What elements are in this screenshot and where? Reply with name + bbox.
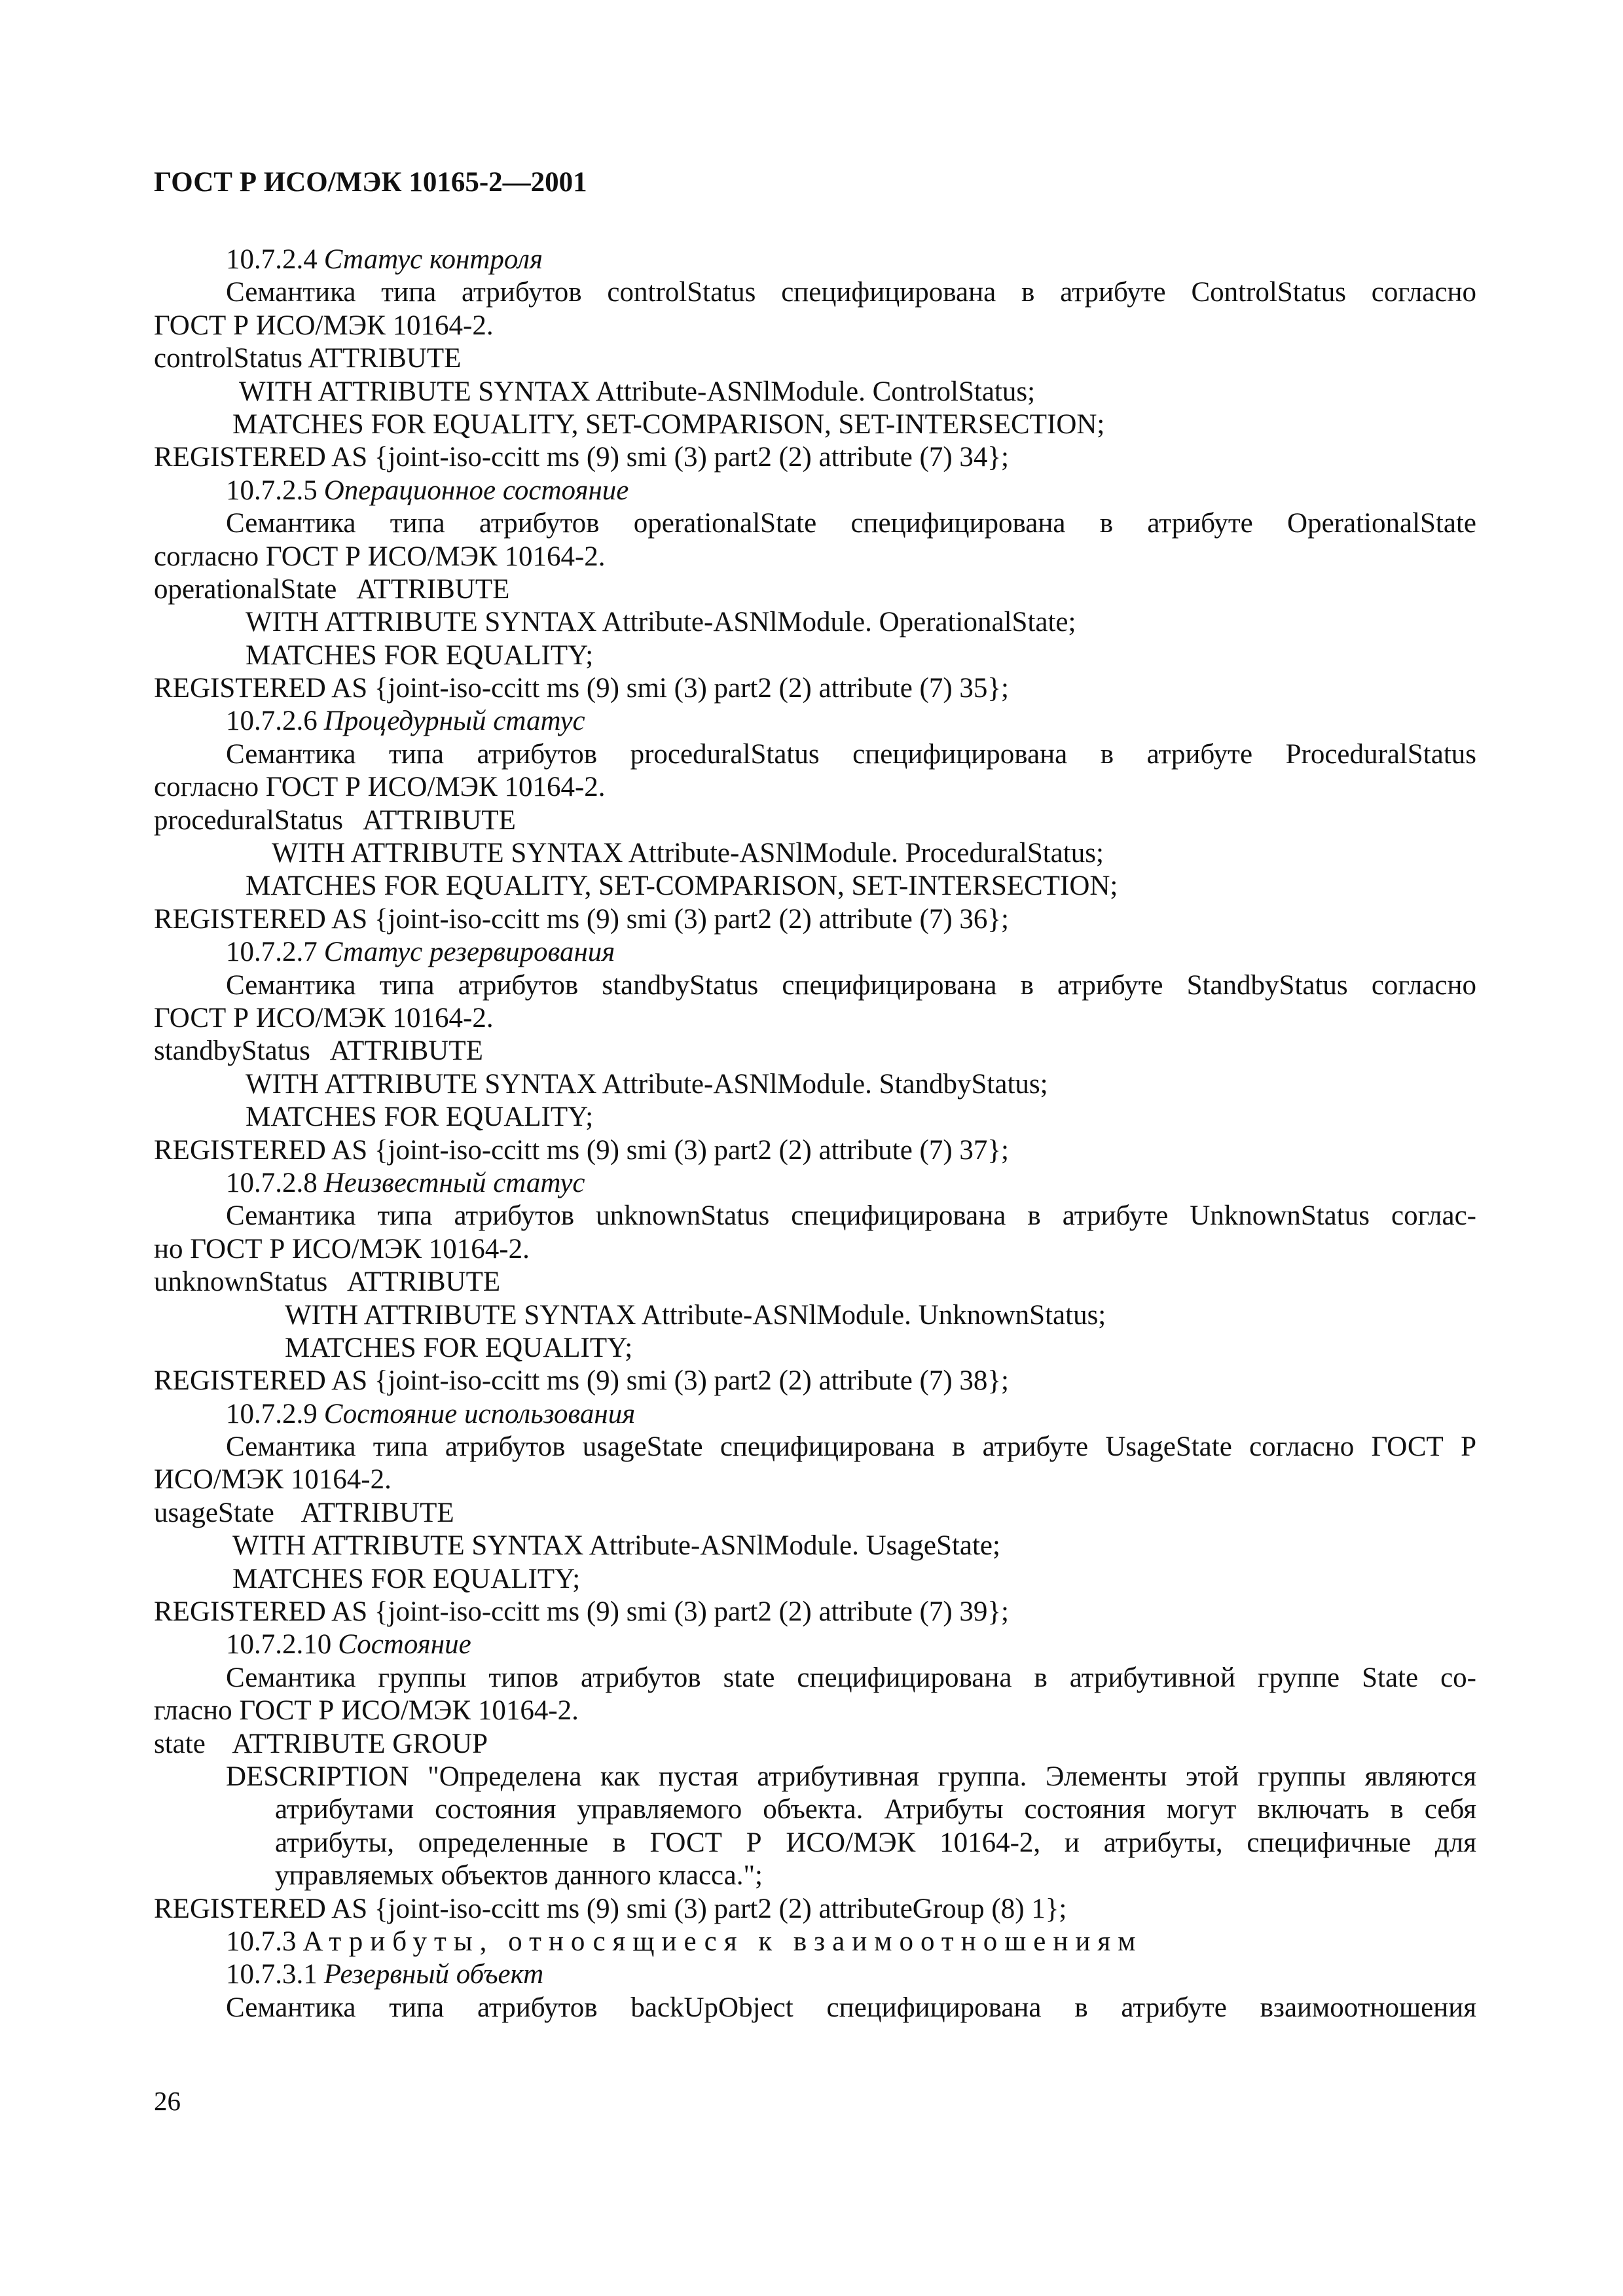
section-title: Неизвестный статус	[323, 1167, 585, 1198]
syntax-line: WITH ATTRIBUTE SYNTAX Attribute-ASNlModule. ProceduralStatus;	[272, 838, 1104, 869]
paragraph-line: Семантика группы типов атрибутов state специфицирована в атрибутивной группе State со-	[226, 1662, 1476, 1693]
paragraph-line: Семантика типа атрибутов standbyStatus специфицирована в атрибуте StandbyStatus согласно	[226, 969, 1476, 1001]
attribute-definition: operationalState ATTRIBUTE	[154, 573, 510, 605]
section-heading	[154, 705, 1476, 738]
section-heading	[154, 1398, 1476, 1431]
section-title: Атрибуты, относящиеся к взаимоотношениям	[302, 1926, 1143, 1957]
paragraph-line: гласно ГОСТ Р ИСО/МЭК 10164-2.	[154, 1695, 579, 1727]
page-number: 26	[154, 2086, 181, 2116]
section-number: 10.7.2.4	[226, 244, 318, 275]
registered-line: REGISTERED AS {joint-iso-ccitt ms (9) smi (3) part2 (2) attribute (7) 38};	[154, 1365, 1009, 1397]
registered-line: REGISTERED AS {joint-iso-ccitt ms (9) smi (3) part2 (2) attribute (7) 34};	[154, 442, 1009, 473]
section-heading	[154, 1958, 1476, 1991]
section-title: Статус резервирования	[323, 937, 615, 968]
section-number: 10.7.2.8	[226, 1167, 318, 1198]
section-heading	[154, 475, 1476, 507]
section-number: 10.7.2.5	[226, 475, 318, 506]
matches-line: MATCHES FOR EQUALITY, SET-COMPARISON, SET-INTERSECTION;	[246, 870, 1118, 902]
paragraph-line: Семантика типа атрибутов usageState специфицирована в атрибуте UsageState согласно ГОСТ Р	[226, 1431, 1476, 1463]
matches-line: MATCHES FOR EQUALITY;	[285, 1332, 633, 1363]
paragraph-line: Семантика типа атрибутов backUpObject специфицирована в атрибуте взаимоотношения	[226, 1992, 1476, 2023]
attribute-definition: standbyStatus ATTRIBUTE	[154, 1035, 483, 1067]
syntax-line: WITH ATTRIBUTE SYNTAX Attribute-ASNlModule. UnknownStatus;	[285, 1299, 1106, 1331]
registered-line: REGISTERED AS {joint-iso-ccitt ms (9) smi (3) part2 (2) attribute (7) 35};	[154, 673, 1009, 704]
paragraph-line: ГОСТ Р ИСО/МЭК 10164-2.	[154, 310, 494, 341]
section-heading	[154, 243, 1476, 276]
paragraph-line: Семантика типа атрибутов unknownStatus специфицирована в атрибуте UnknownStatus соглас-	[226, 1200, 1476, 1232]
registered-line: REGISTERED AS {joint-iso-ccitt ms (9) smi (3) part2 (2) attribute (7) 39};	[154, 1596, 1009, 1628]
section-title: Статус контроля	[323, 244, 543, 275]
matches-line: MATCHES FOR EQUALITY, SET-COMPARISON, SET-INTERSECTION;	[232, 408, 1105, 440]
attribute-definition: controlStatus ATTRIBUTE	[154, 343, 462, 374]
section-number: 10.7.2.6	[226, 706, 318, 737]
subsection-heading	[154, 1926, 1476, 1958]
section-number: 10.7.2.10	[226, 1629, 332, 1660]
registered-line: REGISTERED AS {joint-iso-ccitt ms (9) smi (3) part2 (2) attribute (7) 37};	[154, 1134, 1009, 1166]
section-number: 10.7.3.1	[226, 1959, 318, 1990]
description-line: управляемых объектов данного класса.";	[275, 1860, 763, 1892]
section-title: Процедурный статус	[323, 706, 585, 737]
paragraph-line: согласно ГОСТ Р ИСО/МЭК 10164-2.	[154, 772, 606, 803]
syntax-line: WITH ATTRIBUTE SYNTAX Attribute-ASNlModule. ControlStatus;	[239, 376, 1036, 407]
section-heading	[154, 936, 1476, 969]
paragraph-line: Семантика типа атрибутов controlStatus специфицирована в атрибуте ControlStatus согласно	[226, 277, 1476, 308]
description-line: DESCRIPTION "Определена как пустая атрибутивная группа. Элементы этой группы являются	[226, 1761, 1476, 1792]
section-title: Состояние	[338, 1629, 471, 1660]
section-title: Операционное состояние	[323, 475, 629, 506]
page-header: ГОСТ Р ИСО/МЭК 10165-2—2001	[154, 167, 587, 198]
paragraph-line: ГОСТ Р ИСО/МЭК 10164-2.	[154, 1002, 494, 1033]
paragraph-line: согласно ГОСТ Р ИСО/МЭК 10164-2.	[154, 541, 606, 572]
attribute-definition: proceduralStatus ATTRIBUTE	[154, 804, 516, 836]
matches-line: MATCHES FOR EQUALITY;	[232, 1563, 581, 1594]
attribute-group-definition: state ATTRIBUTE GROUP	[154, 1728, 488, 1759]
section-title: Резервный объект	[323, 1959, 544, 1990]
syntax-line: WITH ATTRIBUTE SYNTAX Attribute-ASNlModule. OperationalState;	[246, 607, 1076, 638]
paragraph-line: но ГОСТ Р ИСО/МЭК 10164-2.	[154, 1233, 530, 1265]
paragraph-line: ИСО/МЭК 10164-2.	[154, 1464, 392, 1496]
document-body	[154, 243, 1476, 2024]
paragraph-line: Семантика типа атрибутов proceduralStatus специфицирована в атрибуте ProceduralStatus	[226, 738, 1476, 770]
section-number: 10.7.2.7	[226, 937, 318, 968]
section-number: 10.7.2.9	[226, 1398, 318, 1429]
registered-line: REGISTERED AS {joint-iso-ccitt ms (9) smi (3) part2 (2) attributeGroup (8) 1};	[154, 1893, 1067, 1924]
registered-line: REGISTERED AS {joint-iso-ccitt ms (9) smi (3) part2 (2) attribute (7) 36};	[154, 903, 1009, 935]
syntax-line: WITH ATTRIBUTE SYNTAX Attribute-ASNlModule. StandbyStatus;	[246, 1068, 1048, 1100]
section-heading	[154, 1628, 1476, 1661]
attribute-definition: usageState ATTRIBUTE	[154, 1497, 454, 1528]
matches-line: MATCHES FOR EQUALITY;	[246, 639, 594, 671]
description-line: атрибутами состояния управляемого объекта. Атрибуты состояния могут включать в себя	[275, 1794, 1476, 1825]
syntax-line: WITH ATTRIBUTE SYNTAX Attribute-ASNlModule. UsageState;	[232, 1530, 1000, 1562]
section-title: Состояние использования	[323, 1398, 636, 1429]
section-number: 10.7.3	[226, 1926, 297, 1957]
section-heading	[154, 1167, 1476, 1200]
matches-line: MATCHES FOR EQUALITY;	[246, 1102, 594, 1133]
paragraph-line: Семантика типа атрибутов operationalState специфицирована в атрибуте OperationalState	[226, 508, 1476, 539]
attribute-definition: unknownStatus ATTRIBUTE	[154, 1266, 501, 1298]
description-line: атрибуты, определенные в ГОСТ Р ИСО/МЭК 10164-2, и атрибуты, специфичные для	[275, 1827, 1476, 1858]
